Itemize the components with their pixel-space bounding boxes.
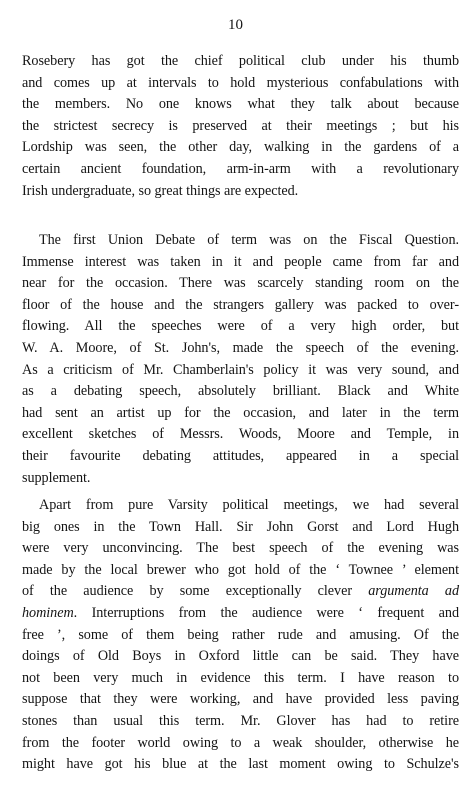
- page-number: 10: [228, 17, 243, 33]
- text-line: [22, 603, 459, 625]
- text-line: might have got his blue at the last moment owing to Schulze's: [22, 756, 459, 773]
- text-line: Immense interest was taken in it and people came from far and: [22, 253, 459, 270]
- text-line: Rosebery has got the chief political club under his thumb: [22, 53, 459, 69]
- text-line: As a criticism of Mr. Chamberlain's policy it was very sound, and: [22, 361, 459, 378]
- text-line: Irish undergraduate, so great things are expected.: [22, 182, 299, 199]
- text-line: were very unconvincing. The best speech of the evening was: [22, 540, 459, 557]
- text-line: [22, 581, 459, 603]
- text-line: big ones in the Town Hall. Sir John Gorst and Lord Hugh: [22, 518, 459, 535]
- text-line: excellent sketches of Messrs. Woods, Moore and Temple, in: [22, 426, 459, 443]
- italic-latin-phrase: hominem: [22, 604, 74, 621]
- text-line: suppose that they were working, and have provided less paving: [22, 691, 459, 708]
- text-run: of the audience by some exceptionally clever: [22, 583, 369, 600]
- text-run: . Interruptions from the audience were ‘ frequent and: [73, 604, 459, 621]
- text-line: W. A. Moore, of St. John's, made the speech of the evening.: [22, 339, 459, 356]
- text-line: doings of Old Boys in Oxford little can be said. They have: [22, 648, 459, 665]
- text-line: their favourite debating attitudes, appeared in a special: [22, 447, 459, 464]
- text-line: near for the occasion. There was scarcely standing room on the: [22, 275, 459, 292]
- text-line: floor of the house and the strangers gallery was packed to over-: [22, 296, 459, 313]
- paragraph-political-meetings: [22, 495, 459, 776]
- paragraph-union-debate: [22, 230, 459, 489]
- italic-latin-phrase: argumenta ad: [368, 583, 459, 600]
- text-line: stones than usual this term. Mr. Glover has had to retire: [22, 712, 459, 729]
- text-line: had sent an artist up for the occasion, and later in the term: [22, 404, 459, 421]
- text-line: made by the local brewer who got hold of the ‘ Townee ’ element: [22, 561, 459, 578]
- text-line: supplement.: [22, 469, 91, 486]
- text-line: the strictest secrecy is preserved at their meetings ; but his: [22, 117, 459, 134]
- text-line: The first Union Debate of term was on the Fiscal Question.: [39, 232, 459, 248]
- text-line: Lordship was seen, the other day, walking in the gardens of a: [22, 139, 459, 156]
- text-line: and comes up at intervals to hold mysterious confabulations with: [22, 74, 459, 91]
- text-line: Apart from pure Varsity political meetings, we had several: [39, 497, 459, 513]
- text-line: free ’, some of them being rather rude and amusing. Of the: [22, 626, 459, 643]
- text-line: from the footer world owing to a weak shoulder, otherwise he: [22, 734, 459, 751]
- text-line: not been very much in evidence this term. I have reason to: [22, 669, 459, 686]
- text-line: as a debating speech, absolutely brilliant. Black and White: [22, 383, 459, 400]
- text-line: the members. No one knows what they talk about because: [22, 96, 459, 113]
- text-line: flowing. All the speeches were of a very high order, but: [22, 318, 459, 335]
- text-line: certain ancient foundation, arm-in-arm with a revolutionary: [22, 160, 459, 177]
- paragraph-rosebery: [22, 51, 459, 202]
